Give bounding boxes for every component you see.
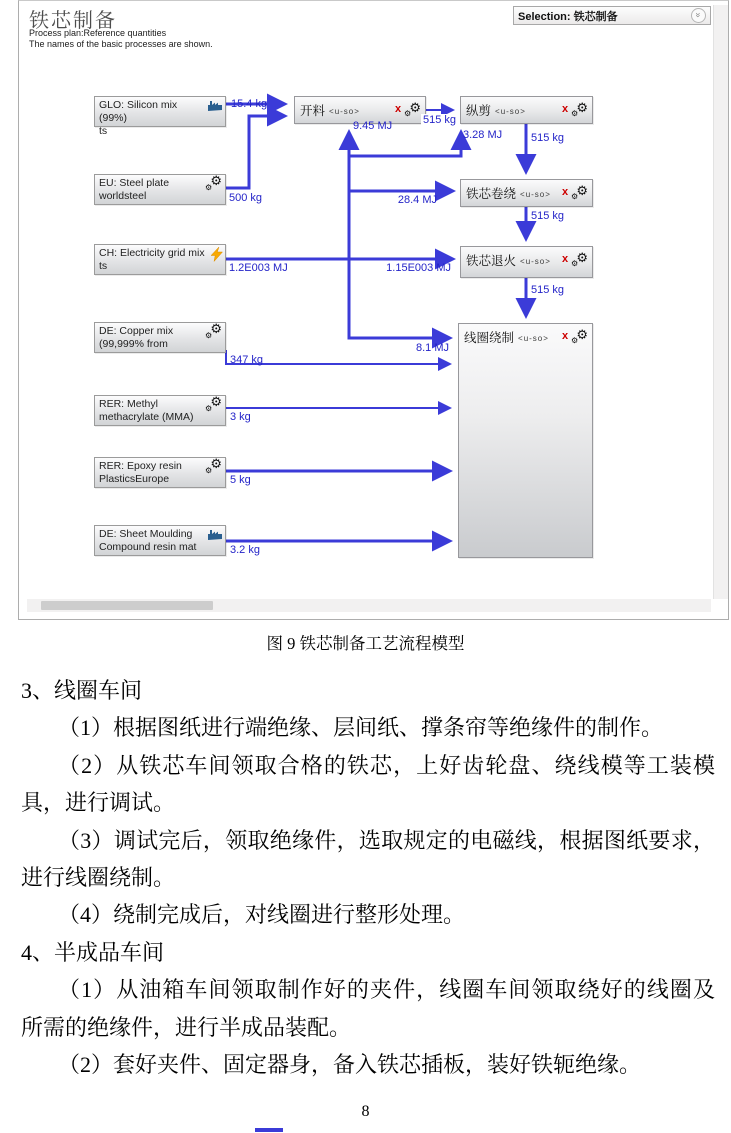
body-text xyxy=(21,672,715,1083)
plan-subtitle-1: Process plan:Reference quantities xyxy=(29,28,167,38)
gear-icon[interactable]: ⚙ xyxy=(576,326,588,342)
figure-caption: 图 9 铁芯制备工艺流程模型 xyxy=(266,634,465,653)
horizontal-scrollbar[interactable] xyxy=(27,599,711,612)
delete-icon[interactable]: x xyxy=(562,329,569,342)
process-box-tiexin-tuihuo[interactable]: 铁芯退火 <u-so> x ⚙ ⚙ xyxy=(460,246,593,278)
plan-subtitle-2: The names of the basic processes are shown. xyxy=(29,39,213,49)
source-box-epoxy-resin[interactable]: RER: Epoxy resin PlasticsEurope ⚙ ⚙ xyxy=(94,457,226,488)
edge-label: 8.1 MJ xyxy=(415,342,449,354)
gear-icon[interactable]: ⚙ xyxy=(576,249,588,265)
edge-label: 515 kg xyxy=(531,132,565,144)
gears-icon: ⚙ ⚙ xyxy=(205,394,222,413)
gears-icon: ⚙ ⚙ xyxy=(205,321,222,340)
body-line: 具，进行调试。 xyxy=(21,790,176,816)
edge-label: 515 kg xyxy=(531,210,565,222)
body-line: 4、半成品车间 xyxy=(21,939,165,965)
edge-label: 515 kg xyxy=(423,114,457,126)
delete-icon[interactable]: x xyxy=(562,252,569,265)
bottom-edge-artifact xyxy=(255,1128,283,1132)
body-line: （2）从铁芯车间领取合格的铁芯，上好齿轮盘、绕线模等工装模 xyxy=(58,752,715,778)
edge-label: 347 kg xyxy=(230,354,264,366)
gear-icon[interactable]: ⚙ xyxy=(576,99,588,115)
process-box-xianquan-raozhi[interactable]: 线圈绕制 <u-so> x ⚙ ⚙ xyxy=(458,323,593,558)
edge-label: 3 kg xyxy=(230,411,251,423)
factory-icon xyxy=(207,99,223,117)
body-line: （1）从油箱车间领取制作好的夹件，线圈车间领取绕好的线圈及 xyxy=(58,977,715,1003)
body-line: （2）套好夹件、固定器身，备入铁芯插板，装好铁轭绝缘。 xyxy=(58,1051,642,1077)
body-line: 所需的绝缘件，进行半成品装配。 xyxy=(21,1014,352,1040)
edge-label: 15.4 kg xyxy=(231,98,268,110)
delete-icon[interactable]: x xyxy=(562,102,569,115)
gears-icon: ⚙ ⚙ xyxy=(205,456,222,475)
plan-title: 铁芯制备 xyxy=(29,10,117,32)
edge-label: 1.15E003 MJ xyxy=(386,262,451,274)
edge-label: 28.4 MJ xyxy=(397,194,437,206)
source-box-sheet-moulding[interactable]: DE: Sheet Moulding Compound resin mat xyxy=(94,525,226,556)
source-box-steel-plate[interactable]: EU: Steel plate worldsteel ⚙ ⚙ xyxy=(94,174,226,205)
edge-label: 3.28 MJ xyxy=(463,129,503,141)
edge-label: 1.2E003 MJ xyxy=(229,262,288,274)
gears-icon: ⚙ ⚙ xyxy=(205,173,222,192)
process-box-tiexin-juanrao[interactable]: 铁芯卷绕 <u-so> x ⚙ ⚙ xyxy=(460,179,593,207)
gear-icon[interactable]: ⚙ xyxy=(571,191,579,201)
source-box-electricity-grid[interactable]: CH: Electricity grid mix ts xyxy=(94,244,226,275)
source-box-methyl-methacrylate[interactable]: RER: Methyl methacrylate (MMA) ⚙ ⚙ xyxy=(94,395,226,426)
delete-icon[interactable]: x xyxy=(562,185,569,198)
body-line: 进行线圈绕制。 xyxy=(21,864,176,890)
process-box-kailiao[interactable]: 开料 <u-so> x ⚙ ⚙ xyxy=(294,96,426,124)
gear-icon[interactable]: ⚙ xyxy=(404,108,412,118)
selection-label: Selection: 铁芯制备 xyxy=(518,10,618,23)
page-number: 8 xyxy=(361,1103,370,1120)
double-chevron-down-icon[interactable]: » xyxy=(691,8,706,23)
edge-label: 500 kg xyxy=(229,192,263,204)
body-line: （4）绕制完成后，对线圈进行整形处理。 xyxy=(58,902,466,928)
gear-icon[interactable]: ⚙ xyxy=(409,99,421,115)
process-box-zongjian[interactable]: 纵剪 <u-so> x ⚙ ⚙ xyxy=(460,96,593,124)
edge-label: 515 kg xyxy=(531,284,565,296)
body-line: （3）调试完后，领取绝缘件，选取规定的电磁线，根据图纸要求， xyxy=(58,827,715,853)
body-line: （1）根据图纸进行端绝缘、层间纸、撑条帘等绝缘件的制作。 xyxy=(58,715,664,741)
source-box-silicon-mix[interactable]: GLO: Silicon mix (99%) ts xyxy=(94,96,226,127)
factory-icon xyxy=(207,528,223,546)
horizontal-scrollbar-thumb[interactable] xyxy=(41,601,213,610)
body-line: 3、线圈车间 xyxy=(21,678,143,703)
gear-icon[interactable]: ⚙ xyxy=(576,182,588,198)
edge-label: 5 kg xyxy=(230,474,251,486)
edge-label: 3.2 kg xyxy=(230,544,260,556)
vertical-scrollbar[interactable] xyxy=(713,5,728,599)
gear-icon[interactable]: ⚙ xyxy=(571,108,579,118)
lightning-icon xyxy=(211,247,223,265)
edge-label: 9.45 MJ xyxy=(353,120,393,132)
process-plan-panel xyxy=(18,0,729,620)
gear-icon[interactable]: ⚙ xyxy=(571,335,579,345)
source-box-copper-mix[interactable]: DE: Copper mix (99,999% from ⚙ ⚙ xyxy=(94,322,226,353)
delete-icon[interactable]: x xyxy=(395,102,402,115)
gear-icon[interactable]: ⚙ xyxy=(571,258,579,268)
